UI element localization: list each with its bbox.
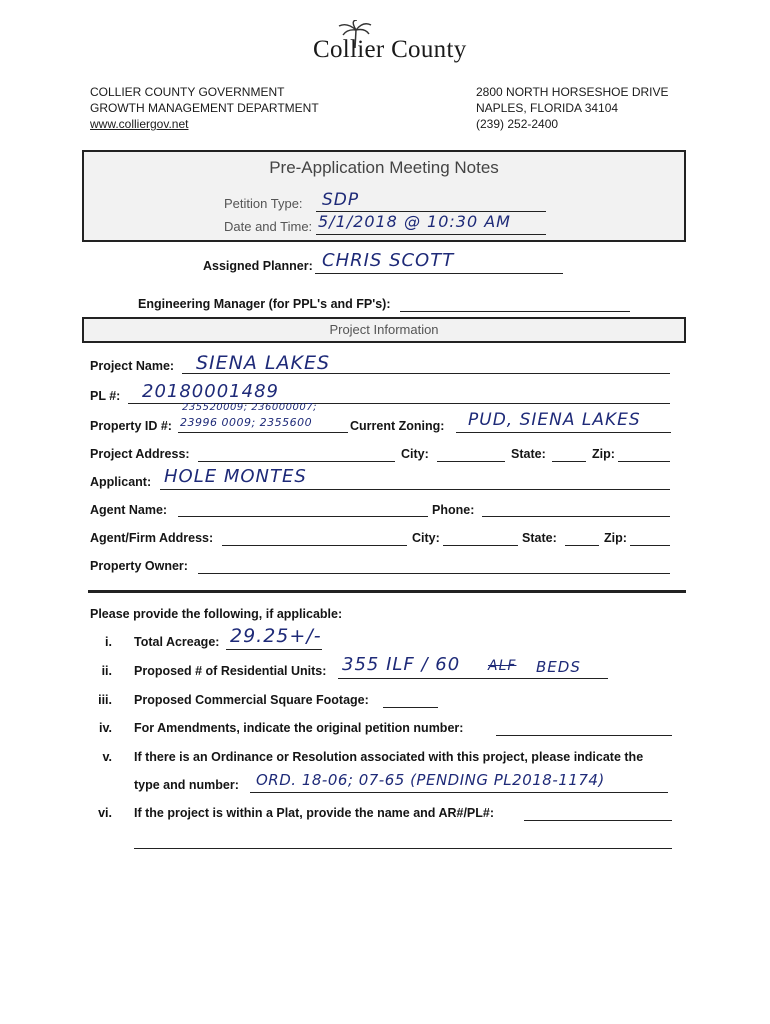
current-zoning-label: Current Zoning: [350, 419, 445, 433]
engineering-manager-label: Engineering Manager (for PPL's and FP's): [138, 297, 391, 311]
agent-phone-line [482, 516, 670, 517]
assigned-planner-value[interactable]: CHRIS SCOTT [322, 250, 455, 271]
project-state-label: State: [511, 447, 546, 461]
petition-type-label: Petition Type: [224, 196, 303, 211]
residential-units-line [338, 678, 608, 679]
commercial-sqft-line [383, 707, 438, 708]
project-zip-label: Zip: [592, 447, 615, 461]
project-zip-line [618, 461, 670, 462]
ordinance-label: If there is an Ordinance or Resolution associated with this project, please indicate the [134, 750, 644, 764]
applicant-line [160, 489, 670, 490]
property-id-label: Property ID #: [90, 419, 172, 433]
residential-units-value[interactable]: 355 ILF / 60 [342, 654, 461, 675]
assigned-planner-label: Assigned Planner: [203, 259, 313, 273]
ordinance-type-label: type and number: [134, 778, 239, 792]
petition-type-value[interactable]: SDP [322, 190, 360, 210]
property-owner-label: Property Owner: [90, 559, 188, 573]
current-zoning-value[interactable]: PUD, SIENA LAKES [468, 410, 641, 430]
meeting-notes-box [82, 150, 686, 242]
form-title: Pre-Application Meeting Notes [269, 158, 499, 177]
applicant-value[interactable]: HOLE MONTES [164, 466, 307, 487]
header-right [476, 84, 669, 132]
ordinance-line [250, 792, 668, 793]
project-city-line [437, 461, 505, 462]
agent-state-label: State: [522, 531, 557, 545]
agent-state-line [565, 545, 599, 546]
total-acreage-label: Total Acreage: [134, 635, 220, 649]
agent-city-label: City: [412, 531, 440, 545]
residential-units-label: Proposed # of Residential Units: [134, 664, 327, 678]
phone-number: (239) 252-2400 [476, 117, 559, 131]
date-time-line [316, 234, 546, 235]
city-state-zip: NAPLES, FLORIDA 34104 [476, 101, 619, 115]
engineering-manager-line [400, 311, 630, 312]
agent-phone-label: Phone: [432, 503, 475, 517]
total-acreage-value[interactable]: 29.25+/- [230, 625, 322, 647]
agent-name-label: Agent Name: [90, 503, 168, 517]
item-number: ii. [101, 664, 112, 678]
project-name-label: Project Name: [90, 359, 175, 373]
collier-county-logo [305, 22, 485, 72]
project-information-header [82, 317, 686, 343]
property-owner-line [198, 573, 670, 574]
street-address: 2800 NORTH HORSESHOE DRIVE [476, 85, 669, 99]
date-time-label: Date and Time: [224, 219, 313, 234]
agent-zip-label: Zip: [604, 531, 627, 545]
pl-number-value[interactable]: 20180001489 [142, 381, 279, 402]
ordinance-value[interactable]: ORD. 18-06; 07-65 (PENDING PL2018-1174) [256, 771, 605, 789]
current-zoning-line [456, 432, 671, 433]
commercial-sqft-label: Proposed Commercial Square Footage: [134, 693, 369, 707]
website-link[interactable]: www.colliergov.net [90, 117, 189, 131]
date-time-value[interactable]: 5/1/2018 @ 10:30 AM [318, 212, 511, 231]
project-name-value[interactable]: SIENA LAKES [196, 352, 331, 374]
pl-number-label: PL #: [90, 389, 121, 403]
property-id-line [178, 432, 348, 433]
item-number: iv. [99, 721, 112, 735]
applicant-label: Applicant: [90, 475, 152, 489]
agent-city-line [443, 545, 518, 546]
item-number: v. [102, 750, 112, 764]
property-id-value-line2[interactable]: 23996 0009; 2355600 [180, 416, 313, 429]
plat-line [524, 820, 672, 821]
item-number: i. [105, 635, 112, 649]
logo-text: Collier County [313, 36, 467, 63]
project-address-line [198, 461, 395, 462]
total-acreage-line [226, 649, 322, 650]
assigned-planner-line [315, 273, 563, 274]
property-id-value-line1[interactable]: 235520009; 236000007; [182, 402, 317, 413]
agent-name-line [178, 516, 428, 517]
item-number: iii. [98, 693, 112, 707]
agent-zip-line [630, 545, 670, 546]
amendments-line [496, 735, 672, 736]
agent-firm-address-label: Agent/Firm Address: [90, 531, 214, 545]
agent-firm-address-line [222, 545, 407, 546]
plat-continuation-line [134, 848, 672, 849]
amendments-label: For Amendments, indicate the original petition number: [134, 721, 464, 735]
org-name: COLLIER COUNTY GOVERNMENT [90, 85, 285, 99]
plat-label: If the project is within a Plat, provide the name and AR#/PL#: [134, 806, 495, 820]
project-city-label: City: [401, 447, 429, 461]
residential-units-suffix[interactable]: BEDS [536, 658, 581, 676]
header-left [90, 84, 319, 132]
project-address-label: Project Address: [90, 447, 190, 461]
section-divider [88, 590, 686, 593]
project-information-title: Project Information [329, 322, 439, 337]
applicable-intro: Please provide the following, if applicable: [90, 607, 343, 621]
project-state-line [552, 461, 586, 462]
item-number: vi. [98, 806, 112, 820]
residential-units-struck: ALF [488, 658, 517, 674]
department-name: GROWTH MANAGEMENT DEPARTMENT [90, 101, 319, 115]
